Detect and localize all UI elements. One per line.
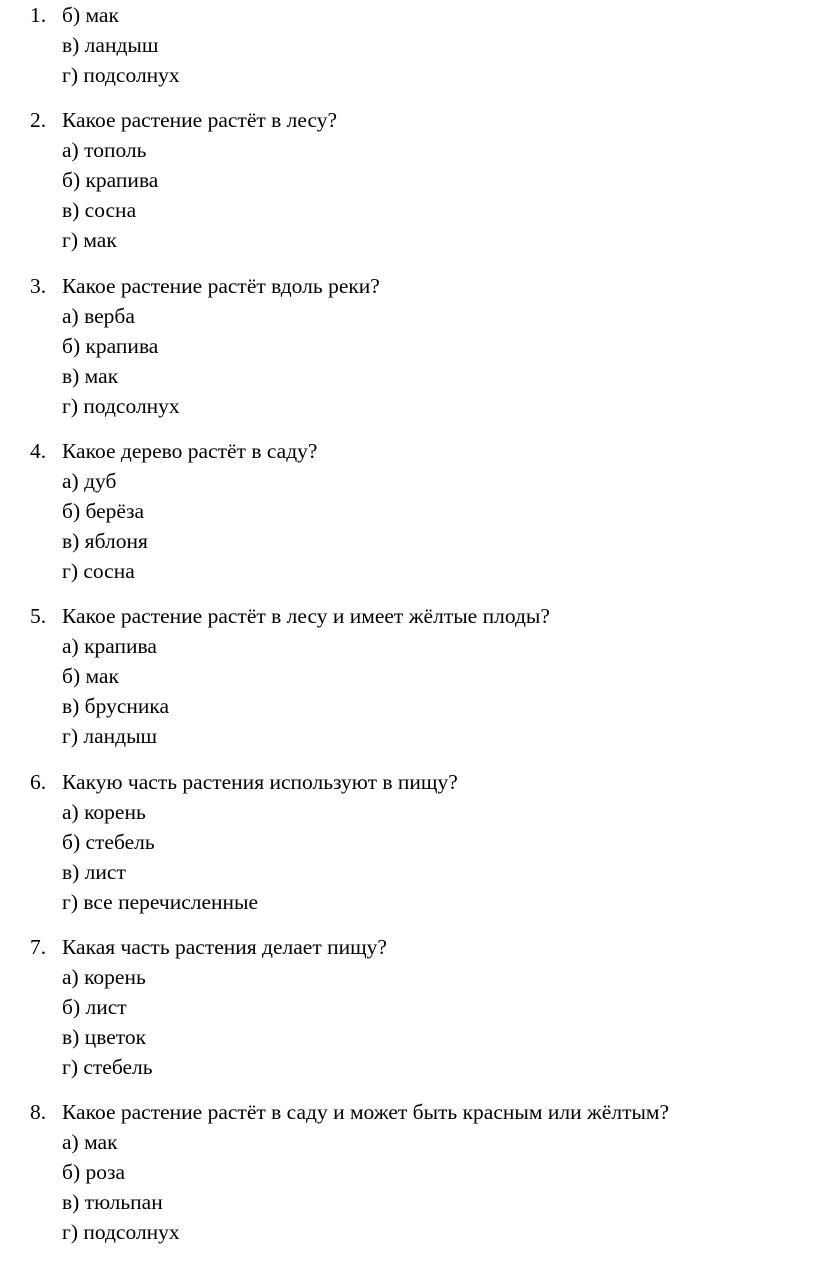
- option-a: а) корень: [62, 965, 146, 989]
- option-b: б) роза: [62, 1160, 126, 1184]
- option-a: а) корень: [62, 800, 146, 824]
- option-a: а) верба: [62, 304, 135, 328]
- option-d: г) стебель: [62, 1055, 153, 1079]
- option-b: б) мак: [62, 3, 119, 27]
- question-number: 3.: [30, 274, 47, 298]
- option-c: в) брусника: [62, 694, 170, 718]
- option-c: в) ландыш: [62, 33, 159, 57]
- question-3-line: [0, 271, 816, 301]
- option-c: в) яблоня: [62, 529, 148, 553]
- question-text: Какое растение растёт вдоль реки?: [62, 274, 380, 298]
- question-text: Какое растение растёт в лесу и имеет жёлтые плоды?: [62, 604, 550, 628]
- option-d: г) мак: [62, 228, 117, 252]
- question-text: Какое растение растёт в саду и может быть красным или жёлтым?: [62, 1100, 670, 1124]
- option-b: б) мак: [62, 664, 119, 688]
- question-8: [0, 1097, 816, 1247]
- option-d: г) подсолнух: [62, 1220, 180, 1244]
- question-4: [0, 436, 816, 586]
- option-d: г) подсолнух: [62, 63, 180, 87]
- question-number: 7.: [30, 935, 47, 959]
- option-b: б) лист: [62, 995, 127, 1019]
- option-d: г) сосна: [62, 559, 135, 583]
- option-c: в) сосна: [62, 198, 137, 222]
- question-3: [0, 271, 816, 421]
- question-text: Какая часть растения делает пищу?: [62, 935, 387, 959]
- question-text: Какую часть растения используют в пищу?: [62, 770, 458, 794]
- option-c: в) лист: [62, 860, 126, 884]
- question-5-line: [0, 601, 816, 631]
- question-1-line: [0, 0, 816, 30]
- question-number: 6.: [30, 770, 47, 794]
- option-a: а) мак: [62, 1130, 118, 1154]
- question-2-line: [0, 105, 816, 135]
- question-7-line: [0, 932, 816, 962]
- option-a: а) крапива: [62, 634, 157, 658]
- option-d: г) подсолнух: [62, 394, 180, 418]
- option-b: б) берёза: [62, 499, 145, 523]
- question-6-line: [0, 767, 816, 797]
- option-a: а) дуб: [62, 469, 117, 493]
- question-number: 1.: [30, 3, 47, 27]
- option-c: в) мак: [62, 364, 119, 388]
- question-number: 4.: [30, 439, 47, 463]
- option-d: г) ландыш: [62, 724, 158, 748]
- option-b: б) крапива: [62, 334, 159, 358]
- option-b: б) крапива: [62, 168, 159, 192]
- option-b: б) стебель: [62, 830, 155, 854]
- option-c: в) тюльпан: [62, 1190, 163, 1214]
- question-5: [0, 601, 816, 751]
- question-6: [0, 767, 816, 917]
- question-number: 5.: [30, 604, 47, 628]
- question-text: Какое дерево растёт в саду?: [62, 439, 318, 463]
- option-c: в) цветок: [62, 1025, 147, 1049]
- question-number: 8.: [30, 1100, 47, 1124]
- question-text: Какое растение растёт в лесу?: [62, 108, 338, 132]
- question-1: [0, 0, 816, 90]
- question-4-line: [0, 436, 816, 466]
- question-8-line: [0, 1097, 816, 1127]
- question-2: [0, 105, 816, 255]
- question-number: 2.: [30, 108, 47, 132]
- option-d: г) все перечисленные: [62, 890, 259, 914]
- question-7: [0, 932, 816, 1082]
- option-a: а) тополь: [62, 138, 147, 162]
